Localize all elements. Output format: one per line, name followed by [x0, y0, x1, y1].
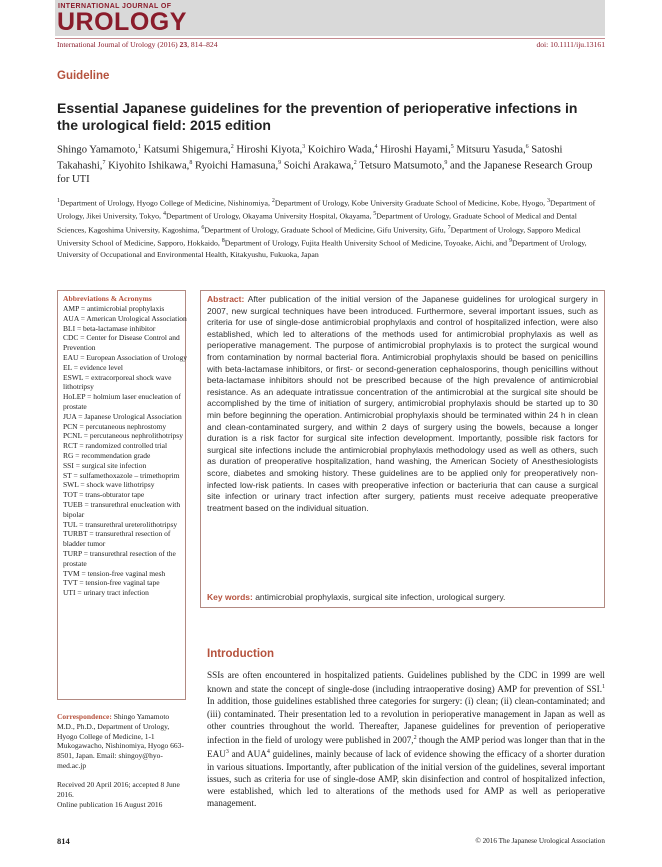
abbreviation-item: ST = sulfamethoxazole – trimethoprim — [63, 470, 180, 480]
abbreviation-item: TURBT = transurethral resection of bladder tumor — [63, 529, 171, 549]
intro-part: In addition, those guidelines established three categories for surgery: (i) clean; (ii) clean-contaminated; and (iii) contaminated. Their presentation led to a revolution in perioperative management in Japan as well as other countries throughout the world. Thereafter, Japanese guidelines for prevention of perioperative infection in the field of urology were published in 2007, — [207, 696, 605, 746]
author-name: Soichi Arakawa, — [281, 160, 354, 172]
intro-part: though the AMP period was longer than that in the EAU — [207, 735, 605, 760]
affiliation-text: Department of Urology, Hyogo College of Medicine, Nishinomiya, — [60, 198, 272, 208]
author-name: Shingo Yamamoto, — [57, 144, 138, 156]
author-affiliation-ref: 6 — [525, 144, 529, 150]
abbreviation-item: TVM = tension-free vaginal mesh — [63, 568, 166, 578]
correspondence — [57, 712, 187, 771]
abbreviation-item: TOT = trans-obturator tape — [63, 490, 145, 500]
author-name: Satoshi Takahashi, — [57, 144, 563, 172]
citation — [57, 40, 218, 49]
abbreviation-item: AUA = American Urological Association — [63, 313, 187, 323]
introduction-heading: Introduction — [207, 648, 275, 660]
citation-ref[interactable]: 3 — [225, 749, 229, 756]
abbreviation-item: AMP = antimicrobial prophylaxis — [63, 304, 165, 313]
author-name: Mitsuru Yasuda, — [453, 144, 526, 156]
author-affiliation-ref: 8 — [189, 159, 193, 166]
abbreviation-item: TUL = transurethral ureterolithotripsy — [63, 519, 178, 529]
article-title: Essential Japanese guidelines for the prevention of perioperative infections in the urological field: 2015 edition — [57, 100, 578, 133]
journal-logo-subtitle: INTERNATIONAL JOURNAL OF — [58, 3, 172, 10]
author-affiliation-ref: 9 — [278, 159, 282, 166]
author-affiliation-ref: 7 — [102, 159, 106, 166]
author-affiliation-ref: 9 — [444, 159, 448, 166]
intro-part: and AUA — [228, 749, 267, 760]
author-list — [57, 141, 607, 186]
abbreviation-item: TUEB = transurethral enucleation with bipolar — [63, 499, 181, 519]
abbreviation-item: RCT = randomized controlled trial — [63, 441, 168, 451]
affiliation-text: Department of Urology, Kobe University Graduate School of Medicine, Kobe, Hyogo, — [274, 198, 548, 208]
affiliation-number: 8 — [221, 238, 225, 245]
author-name: Ryoichi Hamasuna, — [192, 160, 279, 172]
abbreviation-item: EAU = European Association of Urology — [63, 352, 187, 362]
abbreviation-item: TVT = tension-free vaginal tape — [63, 578, 160, 588]
abbreviation-item: EL = evidence level — [63, 362, 123, 372]
introduction-text — [207, 669, 605, 809]
intro-part: guidelines, mainly because of lack of evidence showing the efficacy of a shorter duration in various situations. Importantly, after publication of the initial version of the guidelines, several important issues, such as criteria for use of single-dose AMP, skin disinfection and control of hospitalized infection, were established, which led to alterations of the methods used for AMP as well as perioperative management. — [207, 749, 605, 809]
abbreviation-item: SWL = shock wave lithotripsy — [63, 480, 155, 490]
page-number: 814 — [57, 836, 70, 846]
correspondence-text: Shingo Yamamoto M.D., Ph.D., Department of Urology, Hyogo College of Medicine, 1-1 Mukogawacho, Nishinomiya, Hyogo 663-8501, Japan. Email: — [57, 712, 184, 761]
abbreviation-item: PCNL = percutaneous nephrolithotripsy — [63, 431, 183, 441]
author-affiliation-ref: 5 — [450, 144, 454, 150]
intro-part: SSIs are often encountered in hospitalized patients. Guidelines published by the CDC in 1999 are well known and state the concept of single-dose (including intraoperative dosing) AMP for prevention of SSI. — [207, 670, 605, 695]
article-type: Guideline — [57, 70, 110, 82]
author-name: Koichiro Wada, — [305, 144, 375, 156]
author-affiliation-ref: 1 — [137, 144, 141, 150]
abbreviation-item: BLI = beta-lactamase inhibitor — [63, 323, 156, 333]
abbreviations-title: Abbreviations & Acronyms — [63, 294, 152, 303]
abbreviation-item: PCN = percutaneous nephrostomy — [63, 421, 167, 431]
affiliation-number: 6 — [201, 224, 205, 231]
author-name: Hiroshi Hayami, — [377, 144, 451, 156]
author-name: Katsumi Shigemura, — [140, 144, 231, 156]
article-dates — [57, 780, 187, 809]
affiliation-text: Department of Urology, Graduate School of Medical and Dental Sciences, Kagoshima University, Kagoshima, — [57, 211, 577, 235]
header-divider — [55, 38, 605, 39]
affiliation-text: Department of Urology, Okayama University Hospital, Okayama, — [165, 211, 374, 221]
citation-ref[interactable]: 1 — [602, 684, 605, 691]
author-name: Tetsuro Matsumoto, — [356, 160, 445, 172]
affiliation-text: Department of Urology, Fujita Health University School of Medicine, Toyoake, Aichi, and — [224, 238, 509, 248]
abbreviation-item: HoLEP = holmium laser enucleation of prostate — [63, 392, 181, 411]
author-affiliation-ref: 3 — [302, 144, 306, 150]
abbreviations-list — [63, 304, 187, 598]
abbreviation-item: TURP = transurethral resection of the prostate — [63, 548, 176, 568]
affiliation-number: 2 — [271, 198, 275, 204]
keywords — [207, 592, 598, 603]
author-affiliation-ref: 2 — [230, 144, 234, 150]
keywords-text: antimicrobial prophylaxis, surgical site infection, urological surgery. — [252, 592, 506, 602]
affiliation-number: 7 — [447, 224, 451, 231]
affiliation-number: 4 — [162, 211, 166, 218]
affiliation-text: Department of Urology, University of Occupational and Environmental Health, Kitakyushu, Fukuoka, Japan — [57, 238, 587, 259]
author-name: and the Japanese Research Group for UTI — [57, 160, 593, 185]
abbreviation-item: SSI = surgical site infection — [63, 460, 147, 470]
affiliations — [57, 196, 607, 260]
keywords-label: Key words: — [207, 592, 253, 602]
citation-ref[interactable]: 2 — [413, 735, 417, 742]
abbreviation-item: ESWL = extracorporeal shock wave lithotripsy — [63, 372, 172, 392]
citation-journal: International Journal of Urology (2016) — [57, 40, 178, 49]
affiliation-text: Department of Urology, Graduate School of Medicine, Gifu University, Gifu, — [204, 225, 448, 235]
abbreviation-item: RG = recommendation grade — [63, 450, 151, 460]
citation-volume: 23 — [179, 40, 188, 49]
affiliation-number: 5 — [373, 211, 377, 218]
abstract-text: After publication of the initial version of the Japanese guidelines for urological surgery in 2007, new surgical techniques have been introduced. Furthermore, several important issues, such as criteria for use of single-dose antimicrobial prophylaxis and control of hospitalized infection, were also established, which led to alterations of the methods used for antimicrobial prophylaxis as well as perioperative management. The purpose of antimicrobial prophylaxis is to protect the surgical wound from contamination by normal bacterial flora. Antimicrobial prophylaxis should be based on penicillins with beta-lactamase inhibitors, or first- or second-generation cephalosporins, though penicillins without beta-lactamase inhibitors should not be prescribed because of the high prevalence of antimicrobial resistance. As an adequate intratissue concentration of the antimicrobial at the surgical site should be accomplished by the time of initiation of surgery, antimicrobial prophylaxis should be started up to 30 min before beginning the operation. Antimicrobial prophylaxis should be terminated within 24 h in clean and clean-contaminated surgery, and within 2 days of surgery using the bowels, because a longer duration is a risk factor for surgical site infection development. Importantly, possible risk factors for surgical site infections include the antimicrobial prophylaxis methodology used as well as others, such as duration of preoperative hospitalization, hand washing, the American Society of Anesthesiologists score, diabetes and smoking history. These guidelines are to be applied only for preoperatively non-infected low-risk patients. In cases with preoperative infection or bacteriuria that can cause a surgical site infection or urinary tract infection after surgery, patients must receive adequate preoperative treatment based on the individual situation. — [207, 294, 598, 513]
doi-link[interactable]: doi: 10.1111/iju.13161 — [536, 40, 605, 49]
correspondence-email[interactable]: shingoy@hyo-med.ac.jp — [57, 751, 163, 770]
copyright: © 2016 The Japanese Urological Association — [475, 837, 605, 845]
abstract-label: Abstract: — [207, 294, 245, 304]
affiliation-text: Department of Urology, Jikei University, Tokyo, — [57, 198, 596, 221]
correspondence-label: Correspondence: — [57, 712, 112, 721]
received-date: Received 20 April 2016; accepted 8 June 2016. — [57, 780, 180, 799]
affiliation-text: Department of Urology, Sapporo Medical University School of Medicine, Sapporo, Hokkaido, — [57, 225, 581, 248]
abstract — [207, 294, 598, 514]
citation-pages: , 814–824 — [187, 40, 218, 49]
affiliation-number: 3 — [547, 198, 551, 204]
affiliation-number: 9 — [509, 238, 512, 245]
online-date: Online publication 16 August 2016 — [57, 799, 163, 809]
author-affiliation-ref: 2 — [353, 159, 357, 166]
abbreviation-item: CDC = Center for Disease Control and Prevention — [63, 333, 180, 353]
author-affiliation-ref: 4 — [374, 144, 378, 150]
author-name: Kiyohito Ishikawa, — [105, 160, 190, 172]
journal-logo: UROLOGY — [57, 8, 187, 36]
affiliation-number: 1 — [57, 198, 60, 204]
abbreviation-item: JUA = Japanese Urological Association — [63, 411, 182, 421]
citation-ref[interactable]: 4 — [266, 749, 270, 756]
author-name: Hiroshi Kiyota, — [233, 144, 303, 156]
abbreviation-item: UTI = urinary tract infection — [63, 588, 149, 598]
